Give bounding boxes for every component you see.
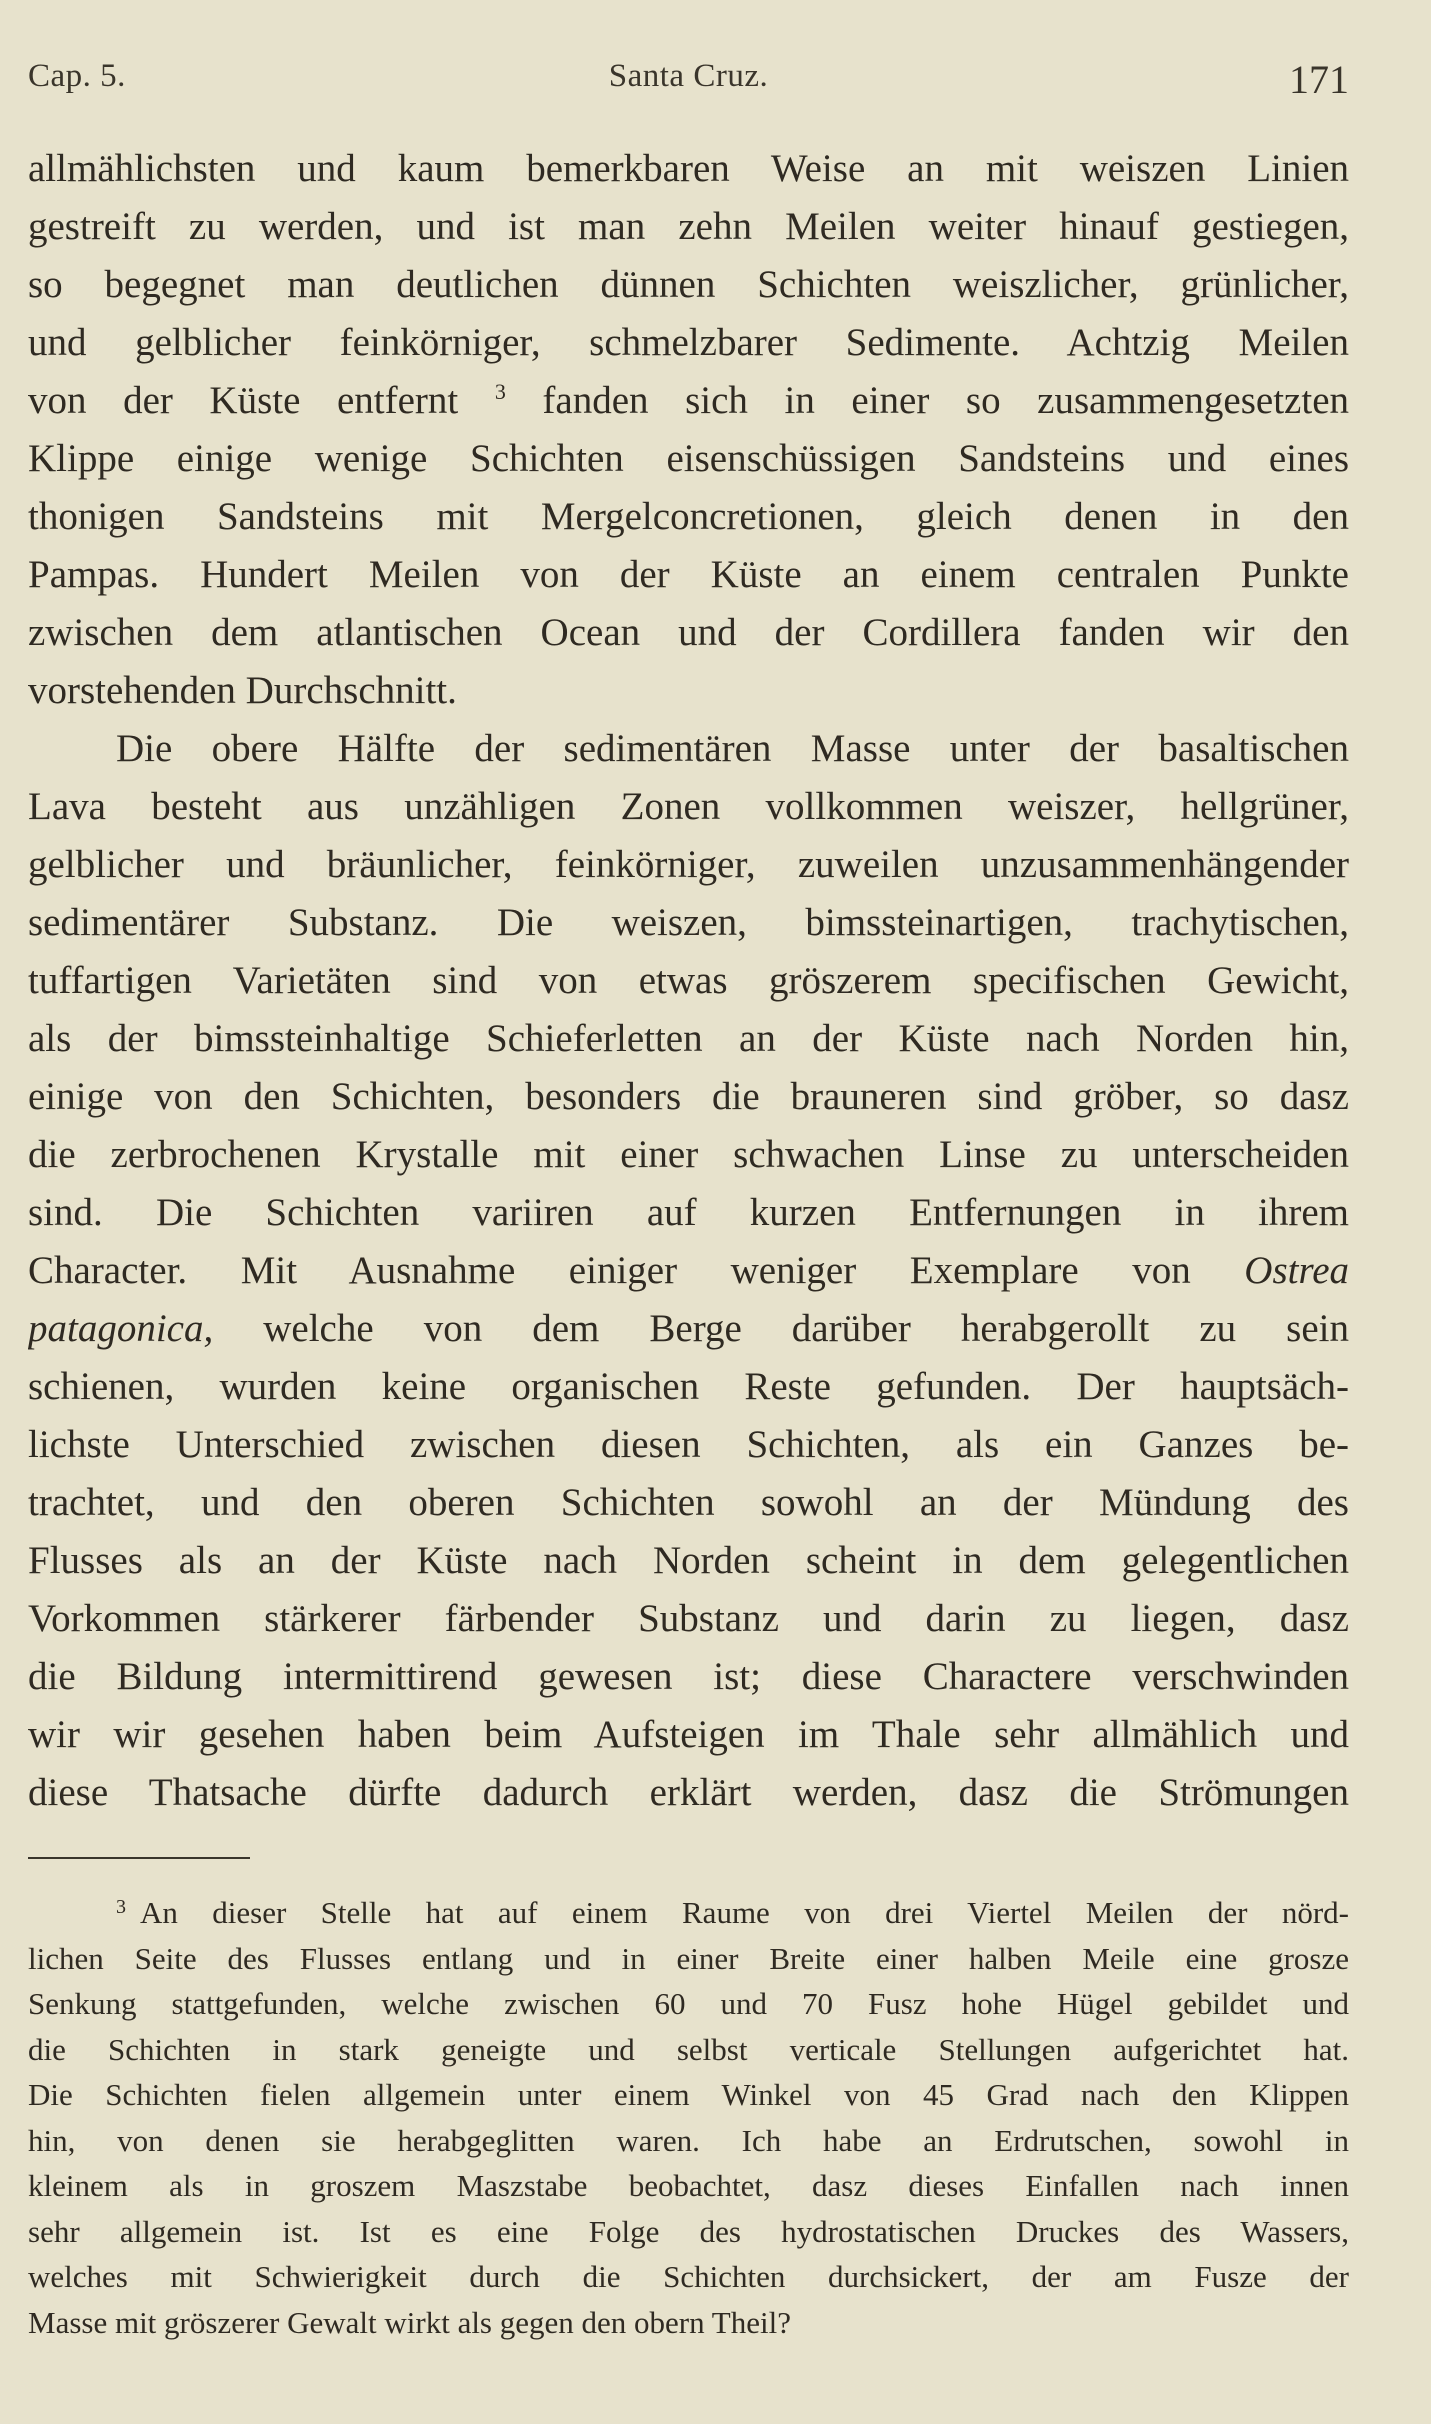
text-line: Pampas. Hundert Meilen von der Küste an einem centralen Punkte xyxy=(28,553,1349,596)
running-head xyxy=(28,52,1349,112)
text-line: gestreift zu werden, und ist man zehn Meilen weiter hinauf gestiegen, xyxy=(28,205,1349,248)
text-line: einige von den Schichten, besonders die brauneren sind gröber, so dasz xyxy=(28,1075,1349,1118)
section-title: Santa Cruz. xyxy=(608,58,769,94)
text-line: thonigen Sandsteins mit Mergelconcretionen, gleich denen in den xyxy=(28,495,1349,538)
page-number: 171 xyxy=(1289,57,1349,102)
main-text xyxy=(28,140,1349,1822)
footnote-line: lichen Seite des Flusses entlang und in einer Breite einer halben Meile eine grosze xyxy=(28,1940,1349,1976)
footnote-marker: 3 xyxy=(116,1896,126,1918)
text-line: als der bimssteinhaltige Schieferletten an der Küste nach Norden hin, xyxy=(28,1017,1349,1060)
text-line: sedimentärer Substanz. Die weiszen, bimssteinartigen, trachytischen, xyxy=(28,901,1349,944)
footnote-line: sehr allgemein ist. Ist es eine Folge des hydrostatischen Druckes des Wassers, xyxy=(28,2213,1349,2249)
text-line: lichste Unterschied zwischen diesen Schichten, als ein Ganzes be- xyxy=(28,1423,1349,1466)
text-line: Die obere Hälfte der sedimentären Masse unter der basaltischen xyxy=(116,727,1349,770)
text-line: zwischen dem atlantischen Ocean und der Cordillera fanden wir den xyxy=(28,611,1349,654)
text-line: schienen, wurden keine organischen Reste gefunden. Der hauptsäch- xyxy=(28,1365,1349,1408)
text-line: tuffartigen Varietäten sind von etwas gröszerem specifischen Gewicht, xyxy=(28,959,1349,1002)
footnote-divider xyxy=(28,1857,250,1859)
text-line xyxy=(28,1300,1349,1358)
text-line xyxy=(28,1242,1349,1300)
footnote-reference[interactable]: 3 xyxy=(494,379,506,404)
text-line: Flusses als an der Küste nach Norden scheint in dem gelegentlichen xyxy=(28,1539,1349,1582)
text-line: die Bildung intermittirend gewesen ist; diese Charactere verschwinden xyxy=(28,1655,1349,1698)
text-line: diese Thatsache dürfte dadurch erklärt werden, dasz die Strömungen xyxy=(28,1771,1349,1814)
text-line: Vorkommen stärkerer färbender Substanz und darin zu liegen, dasz xyxy=(28,1597,1349,1640)
footnote-line: welches mit Schwierigkeit durch die Schichten durchsickert, der am Fusze der xyxy=(28,2259,1349,2294)
text-line: wir wir gesehen haben beim Aufsteigen im Thale sehr allmählich und xyxy=(28,1713,1349,1756)
text-line: gelblicher und bräunlicher, feinkörniger, zuweilen unzusammenhängender xyxy=(28,843,1349,886)
footnote-line: Senkung stattgefunden, welche zwischen 60 und 70 Fusz hohe Hügel gebildet und xyxy=(28,1986,1349,2021)
text-line: trachtet, und den oberen Schichten sowohl an der Mündung des xyxy=(28,1481,1349,1524)
text-fragment: fanden sich in einer so zusammengesetzten xyxy=(542,379,1349,422)
footnote-line: hin, von denen sie herabgeglitten waren. Ich habe an Erdrutschen, sowohl in xyxy=(28,2122,1349,2158)
text-line: so begegnet man deutlichen dünnen Schichten weiszlicher, grünlicher, xyxy=(28,263,1349,306)
text-line: allmählichsten und kaum bemerkbaren Weise an mit weiszen Linien xyxy=(28,147,1349,190)
text-line: sind. Die Schichten variiren auf kurzen Entfernungen in ihrem xyxy=(28,1191,1349,1234)
footnote-line: Masse mit gröszerer Gewalt wirkt als gegen den obern Theil? xyxy=(28,2304,791,2340)
footnote-line: kleinem als in groszem Maszstabe beobachtet, dasz dieses Einfallen nach innen xyxy=(28,2168,1349,2203)
chapter-label: Cap. 5. xyxy=(28,58,126,94)
species-name: patagonica, xyxy=(28,1307,214,1350)
text-line: Lava besteht aus unzähligen Zonen vollkommen weiszer, hellgrüner, xyxy=(28,785,1349,828)
text-fragment: welche von dem Berge darüber herabgerollt zu sein xyxy=(263,1307,1349,1350)
text-line: Klippe einige wenige Schichten eisenschüssigen Sandsteins und eines xyxy=(28,437,1349,480)
text-fragment: von der Küste entfernt xyxy=(28,379,459,422)
footnote-line: die Schichten in stark geneigte und selbst verticale Stellungen aufgerichtet hat. xyxy=(28,2031,1349,2067)
text-line xyxy=(28,372,1349,430)
text-line: vorstehenden Durchschnitt. xyxy=(28,669,457,712)
footnote-line xyxy=(28,1890,1349,1936)
text-line: die zerbrochenen Krystalle mit einer schwachen Linse zu unterscheiden xyxy=(28,1133,1349,1176)
species-name: Ostrea xyxy=(1244,1249,1349,1292)
footnote-line: Die Schichten fielen allgemein unter einem Winkel von 45 Grad nach den Klippen xyxy=(28,2077,1349,2112)
text-fragment: Character. Mit Ausnahme einiger weniger Exemplare von xyxy=(28,1249,1191,1292)
text-fragment: An dieser Stelle hat auf einem Raume von drei Viertel Meilen der nörd- xyxy=(140,1895,1349,1930)
text-line: und gelblicher feinkörniger, schmelzbarer Sedimente. Achtzig Meilen xyxy=(28,321,1349,364)
footnote xyxy=(28,1890,1349,2345)
